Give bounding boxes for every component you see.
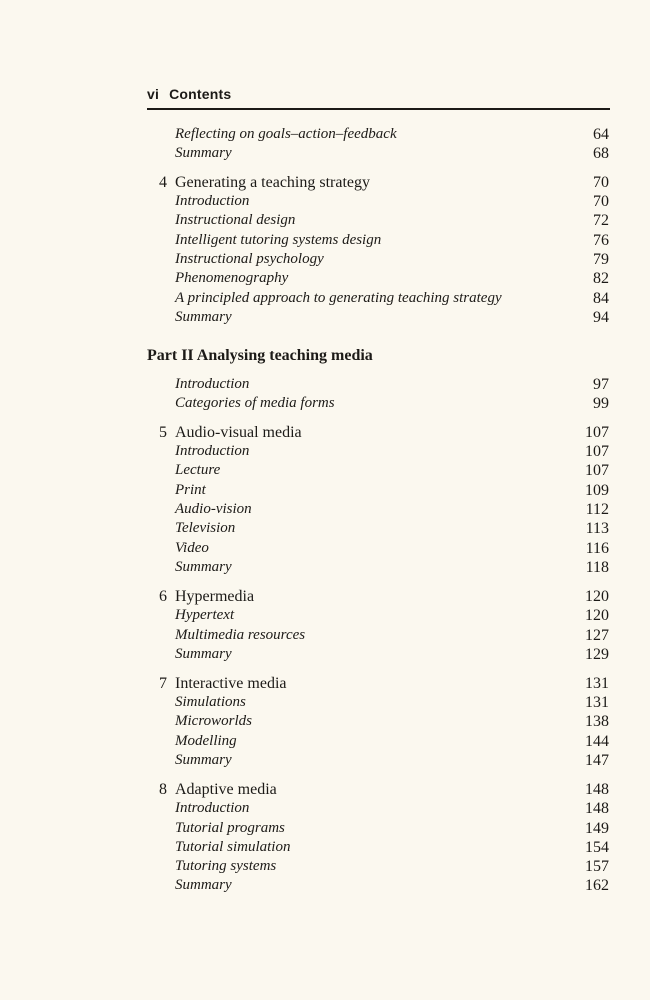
page-number: 82: [593, 270, 609, 287]
toc-section-row: [0, 694, 650, 714]
chapter-title: Hypermedia: [175, 588, 255, 605]
chapter-number: 4: [159, 174, 167, 191]
page-number: 118: [585, 559, 609, 576]
page-number: 97: [593, 376, 609, 393]
page-number: 70: [593, 174, 609, 191]
section-title: Summary: [175, 145, 232, 161]
toc-section-row: [0, 839, 650, 859]
toc-section-row: [0, 800, 650, 820]
section-title: Summary: [175, 752, 232, 768]
section-title: Categories of media forms: [175, 395, 335, 411]
toc-chapter-row: [0, 588, 650, 608]
toc-section-row: [0, 540, 650, 560]
page-number: 131: [585, 675, 609, 692]
page-number: 64: [593, 126, 609, 143]
page-number: 107: [585, 462, 609, 479]
toc-part-heading: [0, 347, 650, 367]
page-number: 116: [585, 540, 609, 557]
page-number: 154: [585, 839, 609, 856]
page-number: 127: [585, 627, 609, 644]
page-number: 107: [585, 443, 609, 460]
toc-section-row: [0, 559, 650, 579]
toc-chapter-row: [0, 675, 650, 695]
toc-section-row: [0, 193, 650, 213]
toc-section-row: [0, 607, 650, 627]
section-title: Tutorial programs: [175, 820, 285, 836]
chapter-number: 7: [159, 675, 167, 692]
toc-section-row: [0, 212, 650, 232]
section-title: Print: [175, 482, 206, 498]
toc-chapter-row: [0, 174, 650, 194]
page-number: 131: [585, 694, 609, 711]
page-number: 120: [585, 588, 609, 605]
toc-section-row: [0, 126, 650, 146]
chapter-title: Adaptive media: [175, 781, 277, 798]
section-title: Tutorial simulation: [175, 839, 291, 855]
page-number: 76: [593, 232, 609, 249]
page-number: 68: [593, 145, 609, 162]
section-title: Introduction: [175, 800, 250, 816]
toc-section-row: [0, 395, 650, 415]
section-title: Phenomenography: [175, 270, 289, 286]
toc-section-row: [0, 877, 650, 897]
toc-section-row: [0, 752, 650, 772]
page-number: 148: [585, 800, 609, 817]
header-title: Contents: [169, 86, 232, 102]
toc-section-row: [0, 376, 650, 396]
page-number: 148: [585, 781, 609, 798]
section-title: Simulations: [175, 694, 246, 710]
page-number: 120: [585, 607, 609, 624]
section-title: Audio-vision: [175, 501, 252, 517]
section-title: Modelling: [175, 733, 237, 749]
section-title: Instructional design: [175, 212, 296, 228]
section-title: A principled approach to generating teaching strategy: [175, 290, 502, 306]
toc-section-row: [0, 713, 650, 733]
toc-section-row: [0, 627, 650, 647]
page-number: 70: [593, 193, 609, 210]
page-number: 99: [593, 395, 609, 412]
section-title: Introduction: [175, 376, 250, 392]
toc-section-row: [0, 270, 650, 290]
section-title: Summary: [175, 309, 232, 325]
page-number: 79: [593, 251, 609, 268]
chapter-title: Generating a teaching strategy: [175, 174, 371, 191]
page-number: 147: [585, 752, 609, 769]
page-number: 109: [585, 482, 609, 499]
header-rule: [147, 108, 610, 110]
page-number: 138: [585, 713, 609, 730]
section-title: Tutoring systems: [175, 858, 277, 874]
page-number: 72: [593, 212, 609, 229]
section-title: Summary: [175, 877, 232, 893]
section-title: Television: [175, 520, 236, 536]
toc-section-row: [0, 145, 650, 165]
section-title: Intelligent tutoring systems design: [175, 232, 382, 248]
toc-section-row: [0, 290, 650, 310]
toc-section-row: [0, 858, 650, 878]
toc-section-row: [0, 520, 650, 540]
toc-chapter-row: [0, 424, 650, 444]
section-title: Multimedia resources: [175, 627, 306, 643]
page-number: 107: [585, 424, 609, 441]
toc-section-row: [0, 646, 650, 666]
section-title: Hypertext: [175, 607, 235, 623]
toc-section-row: [0, 462, 650, 482]
page-number: 162: [585, 877, 609, 894]
page-number: 113: [585, 520, 609, 537]
part-title: Part II Analysing teaching media: [147, 347, 373, 364]
section-title: Reflecting on goals–action–feedback: [175, 126, 397, 142]
toc-section-row: [0, 820, 650, 840]
toc-section-row: [0, 733, 650, 753]
page-number: 149: [585, 820, 609, 837]
toc-section-row: [0, 251, 650, 271]
toc-section-row: [0, 443, 650, 463]
chapter-title: Interactive media: [175, 675, 287, 692]
chapter-number: 8: [159, 781, 167, 798]
section-title: Instructional psychology: [175, 251, 324, 267]
section-title: Microworlds: [175, 713, 252, 729]
section-title: Summary: [175, 559, 232, 575]
page-number: 84: [593, 290, 609, 307]
section-title: Video: [175, 540, 209, 556]
chapter-number: 5: [159, 424, 167, 441]
toc-section-row: [0, 232, 650, 252]
page-number: 157: [585, 858, 609, 875]
page-number: 144: [585, 733, 609, 750]
running-header: [147, 86, 610, 102]
chapter-title: Audio-visual media: [175, 424, 302, 441]
section-title: Introduction: [175, 443, 250, 459]
page-number: 94: [593, 309, 609, 326]
toc-section-row: [0, 482, 650, 502]
page-number: 112: [585, 501, 609, 518]
section-title: Lecture: [175, 462, 221, 478]
toc-section-row: [0, 309, 650, 329]
section-title: Summary: [175, 646, 232, 662]
page-number: 129: [585, 646, 609, 663]
chapter-number: 6: [159, 588, 167, 605]
section-title: Introduction: [175, 193, 250, 209]
toc-section-row: [0, 501, 650, 521]
header-page-number: vi: [147, 86, 160, 102]
toc-chapter-row: [0, 781, 650, 801]
